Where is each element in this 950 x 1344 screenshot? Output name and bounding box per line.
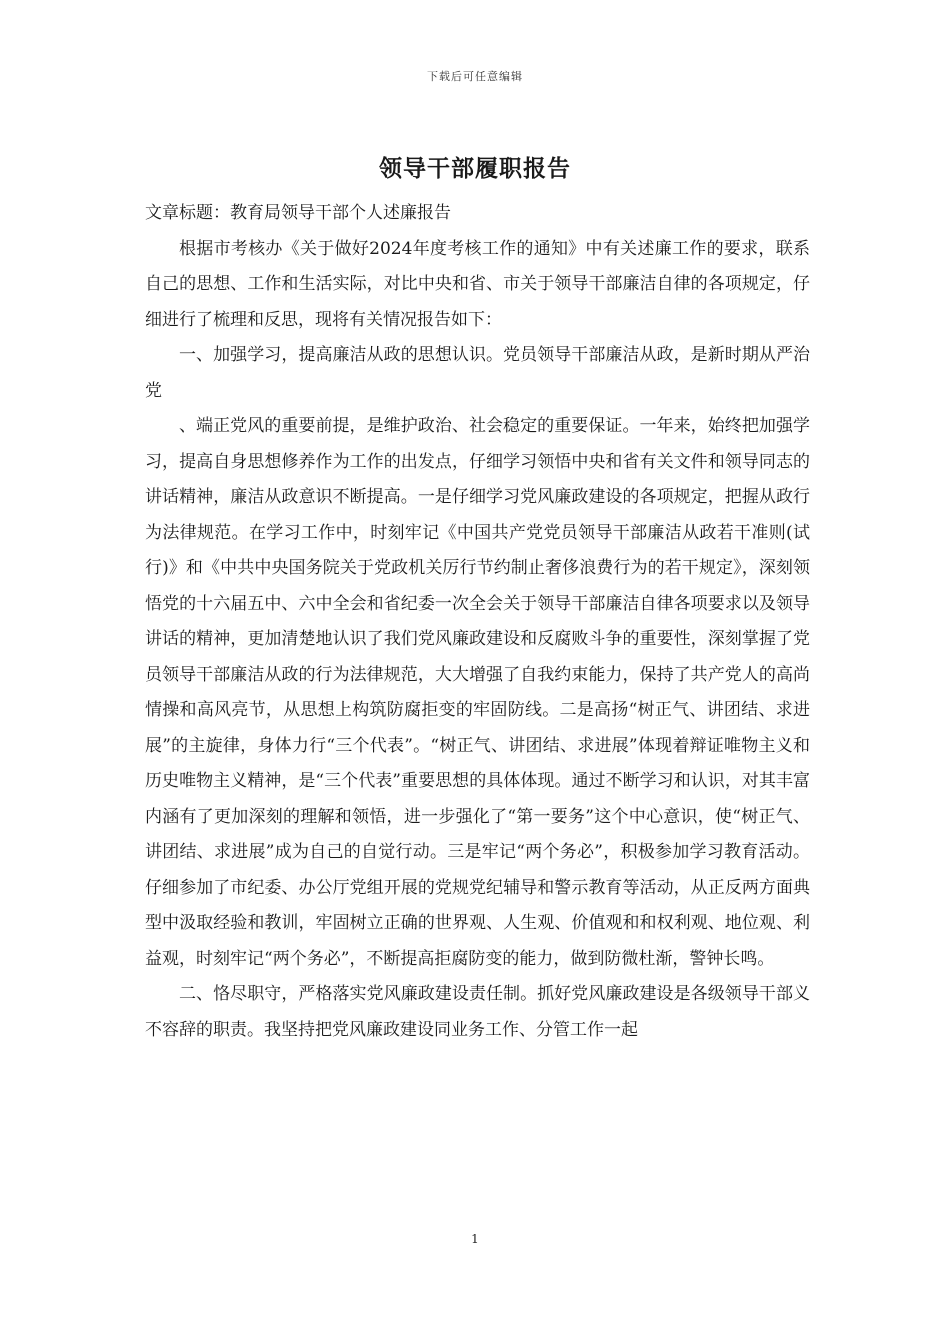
- document-title: 领导干部履职报告: [379, 155, 571, 182]
- page-number: 1: [471, 1232, 479, 1246]
- paragraph-section-two: 二、恪尽职守，严格落实党风廉政建设责任制。抓好党风廉政建设是各级领导干部义不容辞的职责。我坚持把党风廉政建设同业务工作、分管工作一起: [145, 984, 810, 1040]
- header-note: 下载后可任意编辑: [427, 70, 523, 83]
- paragraph-section-one-heading: 一、加强学习，提高廉洁从政的思想认识。党员领导干部廉洁从政，是新时期从严治党: [145, 345, 810, 401]
- paragraph-section-one-body: 、端正党风的重要前提，是维护政治、社会稳定的重要保证。一年来，始终把加强学习，提高自身思想修养作为工作的出发点，仔细学习领悟中央和省有关文件和领导同志的讲话精神，廉洁从政意识不断提高。一是仔细学习党风廉政建设的各项规定，把握从政行为法律规范。在学习工作中，时刻牢记《中国共产党党员领导干部廉洁从政若干准则(试行)》和《中共中央国务院关于党政机关厉行节约制止奢侈浪费行为的若干规定》，深刻领悟党的十六届五中、六中全会和省纪委一次全会关于领导干部廉洁自律各项要求以及领导讲话的精神，更加清楚地认识了我们党风廉政建设和反腐败斗争的重要性，深刻掌握了党员领导干部廉洁从政的行为法律规范，大大增强了自我约束能力，保持了共产党人的高尚情操和高风亮节，从思想上构筑防腐拒变的牢固防线。二是高扬“树正气、讲团结、求进展”的主旋律，身体力行“三个代表”。“树正气、讲团结、求进展”体现着辩证唯物主义和历史唯物主义精神，是“三个代表”重要思想的具体体现。通过不断学习和认识，对其丰富内涵有了更加深刻的理解和领悟，进一步强化了“第一要务”这个中心意识，使“树正气、讲团结、求进展”成为自己的自觉行动。三是牢记“两个务必”，积极参加学习教育活动。仔细参加了市纪委、办公厅党组开展的党规党纪辅导和警示教育等活动，从正反两方面典型中汲取经验和教训，牢固树立正确的世界观、人生观、价值观和和权利观、地位观、利益观，时刻牢记“两个务必”，不断提高拒腐防变的能力，做到防微杜渐，警钟长鸣。: [145, 416, 810, 969]
- document-body: [145, 196, 810, 1048]
- paragraph-intro: 根据市考核办《关于做好2024年度考核工作的通知》中有关述廉工作的要求，联系自己的思想、工作和生活实际，对比中央和省、市关于领导干部廉洁自律的各项规定，仔细进行了梳理和反思，现将有关情况报告如下：: [145, 238, 810, 330]
- paragraph-article-title: 文章标题：教育局领导干部个人述廉报告: [145, 203, 451, 223]
